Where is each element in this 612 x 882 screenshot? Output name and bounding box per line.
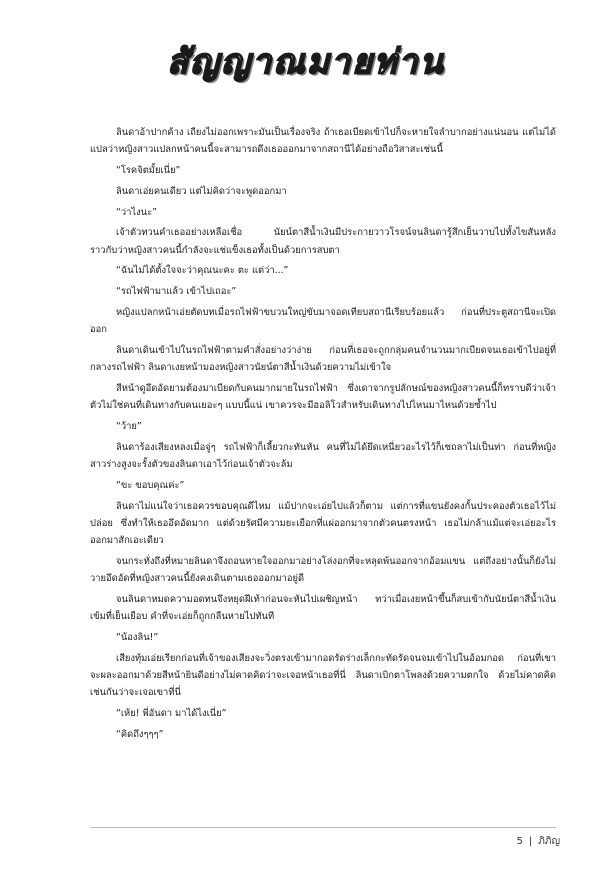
author-name: ภิภิญ xyxy=(538,836,560,847)
paragraph: “ว่าไงนะ” xyxy=(116,206,157,218)
footer-divider xyxy=(90,827,556,828)
paragraph: เสียงทุ้มเอ่ยเรียกก่อนที่เจ้าของเสียงจะวิ่งตรงเข้ามากอดรัดร่างเล็กกะทัดรัดจนจมเข้าไปในอ้อมกอด ก่อนที่เขาจะผละออกมาด้วยสีหน้ายินดีอย่างไม่คาดคิดว่าจะเจอหน้าเธอที่นี่ ลินดาเบิกตาโพลงด้วยความตกใจ ด้วยไม่คาดคิดเช่นกันว่าจะเจอเขาที่นี่ xyxy=(90,652,556,698)
paragraph: จนกระทั่งถึงที่หมายลินดาจึงถอนหายใจออกมาอย่างโล่งอกที่จะหลุดพ้นออกจากอ้อมแขน แต่ถึงอย่างนั้นก็ยังไม่วายอึดอัดที่หญิงสาวคนนี้ยังคงเดินตามเธอออกมาอยู่ดี xyxy=(90,555,556,584)
paragraph: “ว้าย” xyxy=(116,420,142,432)
paragraph: ลินดาไม่แน่ใจว่าเธอควรขอบคุณดีไหม แม้ปากจะเอ่ยไปแล้วก็ตาม แต่การที่แขนยังคงกั้นประคองตัวเธอไว้ไม่ปล่อย ซึ่งทำให้เธออึดอัดมาก แต่ด้วยรัศมีความยะเยือกที่แผ่ออกมาจากตัวคนตรงหน้า เธอไม่กล้าแม้แต่จะเอ่ยอะไรออกมาสักเอะเดียว xyxy=(90,500,556,546)
paragraph: “ขะ ขอบคุณค่ะ” xyxy=(116,479,185,491)
paragraph: “โรคจิตมั้ยเนี่ย” xyxy=(116,165,181,176)
footer-separator: | xyxy=(528,836,533,847)
page-footer xyxy=(517,834,560,849)
paragraph: ลินดาอ้าปากค้าง เถียงไม่ออกเพราะมันเป็นเรื่องจริง ถ้าเธอเบียดเข้าไปก็จะหายใจลำบากอย่างแน่นอน แต่ไม่ได้แปลว่าหญิงสาวแปลกหน้าคนนี้จะสามารถดึงเธอออกมาจากสถานีได้อย่างถือวิสาสะเช่นนี้ xyxy=(90,127,556,156)
chapter-title: สัญญาณมายท่าน xyxy=(167,42,445,82)
paragraph: “รถไฟฟ้ามาแล้ว เข้าไปเถอะ” xyxy=(116,286,237,298)
paragraph: ลินดาเดินเข้าไปในรถไฟฟ้าตามคำสั่งอย่างว่าง่าย ก่อนที่เธอจะถูกกลุ่มคนจำนวนมากเบียดจนเธอเข้าไปอยู่ที่กลางรถไฟฟ้า ลินดาเงยหน้ามองหญิงสาวนัยน์ตาสีน้ำเงินด้วยความไม่เข้าใจ xyxy=(90,344,556,374)
paragraph: จนลินดาหมดความอดทนจึงหยุดฝีเท้าก่อนจะหันไปเผชิญหน้า ทว่าเมื่อเงยหน้าขึ้นก็สบเข้ากับนัยน์ตาสีน้ำเงินเข้มที่เย็นเยือบ คำที่จะเอ่ยก็ถูกกลืนหายไปทันที xyxy=(90,593,556,622)
paragraph: สีหน้าดูอึดอัดยามต้องมาเบียดกับคนมากมายในรถไฟฟ้า ซึ่งเดาจากรูปลักษณ์ของหญิงสาวคนนี้ก็ทราบดีว่าเจ้าตัวไม่ใช่คนที่เดินทางกับคนเยอะๆ แบบนี้แน่ เขาควรจะมีฮอลิโวสำหรับเดินทางไปไหนมาไหนด้วยซ้ำไป xyxy=(90,382,556,412)
paragraph: “เห้ย! พี่อันดา มาได้ไงเนี่ย” xyxy=(116,707,227,719)
document-body xyxy=(90,124,556,746)
paragraph: “ฉันไม่ได้ตั้งใจจะว่าคุณนะคะ ตะ แต่ว่า...” xyxy=(116,265,289,277)
paragraph: ลินดาร้องเสียงหลงเมื่อจู่ๆ รถไฟฟ้าก็เลี้ยวกะทันหัน คนที่ไม่ได้ยึดเหนี่ยวอะไรไว้ก็เซถลาไม่เป็นท่า ก่อนที่หญิงสาวร่างสูงจะรั้งตัวของลินดาเอาไว้ก่อนเจ้าตัวจะล้ม xyxy=(90,441,556,470)
paragraph: “คิดถึงๆๆๆ” xyxy=(116,728,164,740)
paragraph: หญิงแปลกหน้าเอ่ยตัดบทเมื่อรถไฟฟ้าขบวนใหญ่ขับมาจอดเทียบสถานีเรียบร้อยแล้ว ก่อนที่ประตูสถานีจะเปิดออก xyxy=(90,306,556,336)
paragraph: “น้องลิน!” xyxy=(116,631,159,643)
paragraph: เจ้าตัวทวนคำเธออย่างเหลือเชื่อ นัยน์ตาสีน้ำเงินมีประกายวาวโรจน์จนลินดารู้สึกเย็นวาบไปทั้งไขสันหลัง ราวกับว่าหญิงสาวคนนี้กำลังจะแช่แข็งเธอทั้งเป็นด้วยการสบตา xyxy=(90,227,556,256)
paragraph: ลินดาเอ่ยคนเดียว แต่ไม่คิดว่าจะพูดออกมา xyxy=(116,185,287,197)
page-number: 5 xyxy=(516,836,523,847)
